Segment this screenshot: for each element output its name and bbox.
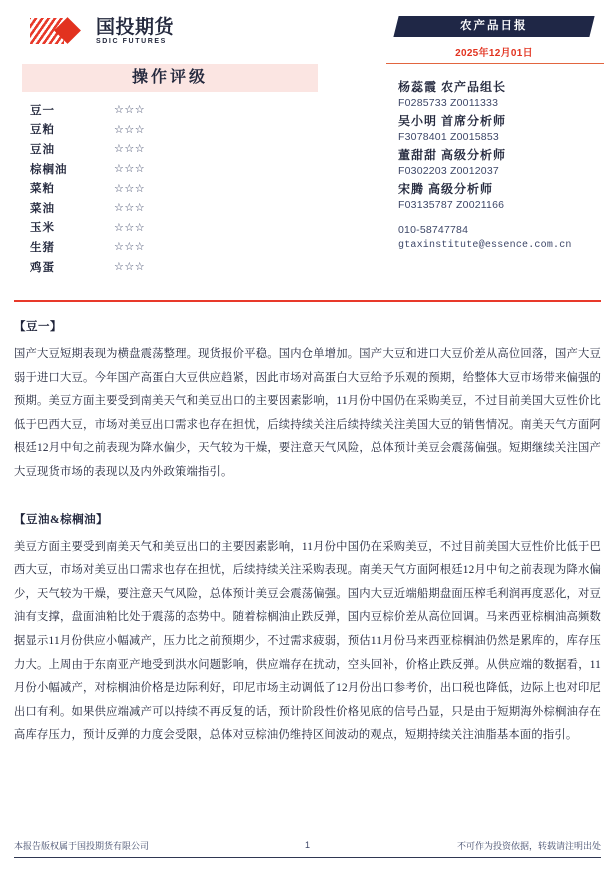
brand-name-en: SDIC FUTURES bbox=[96, 37, 167, 45]
footer-page-number: 1 bbox=[304, 840, 310, 851]
rating-commodity-name: 豆油 bbox=[30, 143, 55, 156]
analyst-license-code: F03135787 Z0021166 bbox=[398, 199, 505, 211]
footer-copyright: 本报告版权属于国投期货有限公司 bbox=[14, 840, 150, 851]
report-footer bbox=[14, 839, 601, 858]
footer-disclaimer: 不可作为投资依据，转载请注明出处 bbox=[456, 840, 601, 851]
analyst-license-code: F3078401 Z0015853 bbox=[398, 131, 499, 143]
rating-commodity-name: 豆一 bbox=[30, 104, 55, 117]
rating-row bbox=[22, 159, 318, 179]
rating-row bbox=[22, 120, 318, 140]
sdic-diamond-stripes-logo-icon bbox=[30, 18, 90, 44]
rating-stars: ☆☆☆ bbox=[114, 261, 146, 274]
contact-block bbox=[398, 224, 604, 251]
rating-stars: ☆☆☆ bbox=[114, 182, 146, 195]
analyst-list bbox=[398, 78, 604, 211]
rating-row bbox=[22, 100, 318, 120]
rating-row bbox=[22, 237, 318, 257]
rating-stars: ☆☆☆ bbox=[114, 202, 146, 215]
rating-commodity-name: 豆粕 bbox=[30, 124, 55, 137]
section-soybean-palm-oil bbox=[14, 511, 601, 748]
rating-stars: ☆☆☆ bbox=[114, 104, 146, 117]
analyst-name: 宋腾 高级分析师 bbox=[398, 182, 494, 196]
section-title: 【豆一】 bbox=[14, 321, 62, 333]
brand-name-cn: 国投期货 bbox=[96, 16, 175, 38]
rating-commodity-name: 棕榈油 bbox=[30, 163, 68, 176]
footer-row bbox=[14, 839, 601, 857]
analyst-name: 吴小明 首席分析师 bbox=[398, 114, 507, 128]
rating-commodity-name: 玉米 bbox=[30, 222, 55, 235]
rating-commodity-name: 鸡蛋 bbox=[30, 261, 55, 274]
rating-commodity-name: 菜粕 bbox=[30, 183, 55, 196]
rating-stars: ☆☆☆ bbox=[114, 143, 146, 156]
analyst-license-code: F0285733 Z0011333 bbox=[398, 97, 499, 109]
brand-logo-text bbox=[96, 18, 174, 45]
section-paragraph: 美豆方面主要受到南美天气和美豆出口的主要因素影响，11月份中国仍在采购美豆，不过目前美国大豆性价比低于巴西大豆，市场对美豆出口需求也存在担忧，后续持续关注采购表现。南美天气方面阿根廷12月中旬之前表现为降水偏少，天气较为干燥，要注意天气风险，总体预计美豆会震荡偏强。国内大豆近端船期盘面压榨毛利润再度恶化，对豆油有支撑，盘面油粕比处于震荡的态势中。随着棕榈油止跌反弹，国内豆棕价差从高位回调。马来西亚棕榈油高频数据显示11月份供应小幅减产，压力比之前预期少，不过需求疲弱，预估11月份马来西亚棕榈油仍然是累库的，库存压力大。上周由于东南亚产地受到洪水问题影响，供应端存在扰动，空头回补，价格止跌反弹。从供应端的数据看，11月份小幅减产，对棕榈油价格是边际利好，印尼市场主动调低了12月份出口参考价，出口税也降低，边际上也对印尼出口有利。如果供应端减产可以持续不再反复的话，预计阶段性价格见底的信号凸显，只是由于短期海外棕榈油存在高库存压力，预计反弹的力度会受限，总体对豆棕油仍维持区间波动的观点，短期持续关注油脂基本面的指引。 bbox=[14, 540, 601, 742]
section-title: 【豆油&棕榈油】 bbox=[14, 513, 109, 526]
rating-row bbox=[22, 198, 318, 218]
analyst-license-code: F0302203 Z0012037 bbox=[398, 165, 499, 177]
report-body bbox=[14, 318, 601, 748]
footer-divider bbox=[14, 857, 601, 858]
rating-stars: ☆☆☆ bbox=[114, 221, 146, 234]
rating-row bbox=[22, 139, 318, 159]
rating-row bbox=[22, 178, 318, 198]
rating-stars: ☆☆☆ bbox=[114, 241, 146, 254]
analyst-name: 董甜甜 高级分析师 bbox=[398, 148, 507, 162]
rating-commodity-name: 生猪 bbox=[30, 241, 55, 254]
rating-row bbox=[22, 257, 318, 277]
header-right-column bbox=[340, 14, 604, 278]
rating-row bbox=[22, 218, 318, 238]
report-title-banner bbox=[393, 16, 594, 37]
report-date: 2025年12月01日 bbox=[455, 48, 533, 59]
report-title: 农产品日报 bbox=[460, 20, 528, 32]
banner-divider bbox=[386, 63, 604, 64]
analyst-name: 杨蕊霞 农产品组长 bbox=[398, 80, 507, 94]
rating-stars: ☆☆☆ bbox=[114, 123, 146, 136]
header-left-column bbox=[22, 14, 340, 278]
report-header bbox=[0, 0, 615, 278]
contact-email[interactable]: gtaxinstitute@essence.com.cn bbox=[398, 240, 572, 251]
rating-commodity-name: 菜油 bbox=[30, 202, 55, 215]
rating-list bbox=[22, 100, 318, 276]
brand-logo bbox=[30, 14, 340, 48]
rating-stars: ☆☆☆ bbox=[114, 163, 146, 176]
section-doupi-one bbox=[14, 318, 601, 485]
contact-phone: 010-58747784 bbox=[398, 224, 469, 236]
section-paragraph: 国产大豆短期表现为横盘震荡整理。现货报价平稳。国内仓单增加。国产大豆和进口大豆价差从高位回落，国产大豆弱于进口大豆。今年国产高蛋白大豆供应趋紧，因此市场对高蛋白大豆给予乐观的预期，给整体大豆市场带来偏强的预期。美豆方面主要受到南美天气和美豆出口的主要因素影响，11月份中国仍在采购美豆，不过目前美国大豆性价比低于巴西大豆，市场对美豆出口需求也存在担忧，后续持续关注后续持续关注美国大豆的销售情况。南美天气方面阿根廷12月中旬之前表现为降水偏少，天气较为干燥，要注意天气风险，总体预计美豆会震荡偏强。短期继续关注国产大豆现货市场的表现以及内外政策端指引。 bbox=[14, 348, 601, 478]
header-divider bbox=[14, 300, 601, 302]
rating-panel-title: 操作评级 bbox=[22, 64, 318, 92]
